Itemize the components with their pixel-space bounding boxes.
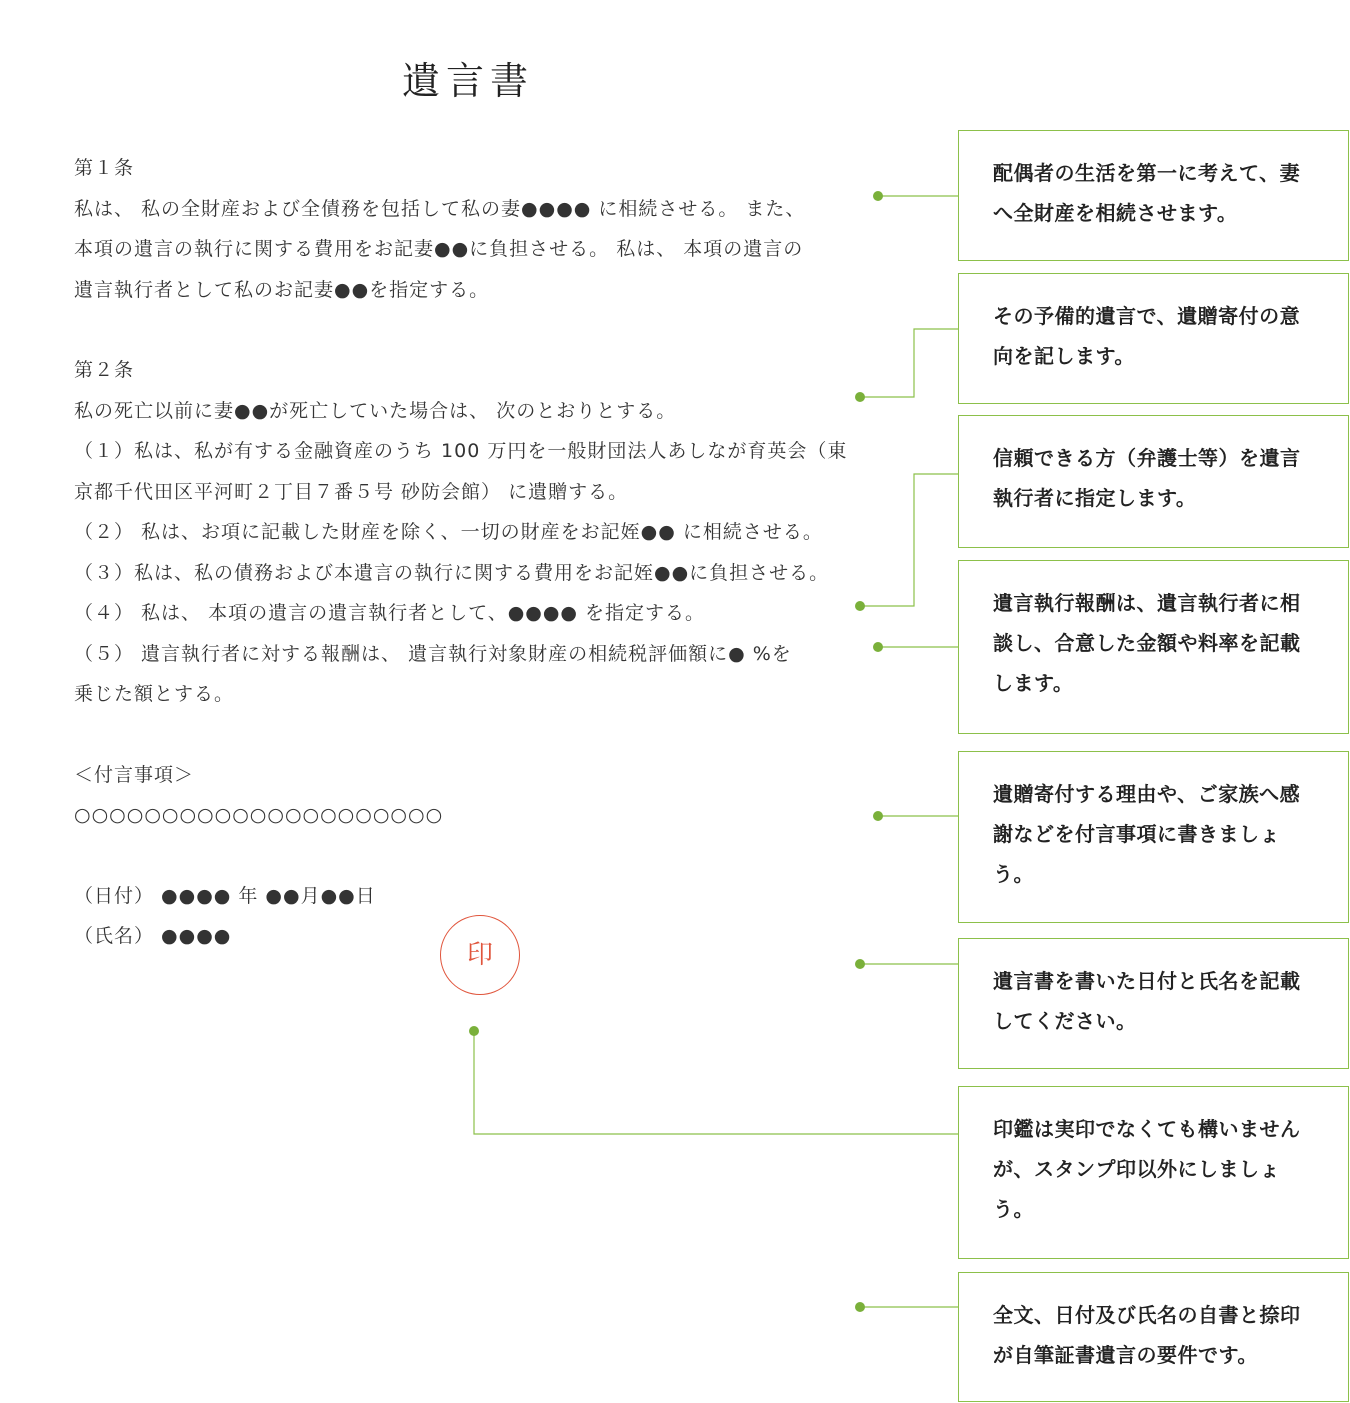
doc-line: 京都千代田区平河町２丁目７番５号 砂防会館） に遺贈する。 [74, 480, 629, 503]
doc-line: 私の死亡以前に妻●●が死亡していた場合は、 次のとおりとする。 [74, 399, 677, 422]
doc-line: （氏名） ●●●● [74, 925, 232, 947]
doc-line: 第１条 [74, 157, 135, 179]
doc-line: （３）私は、私の債務および本遺言の執行に関する費用をお記姪●●に負担させる。 [74, 561, 830, 584]
connector-line-3 [860, 474, 958, 606]
doc-line: 第２条 [74, 359, 135, 381]
seal-stamp: 印 [440, 915, 520, 995]
connector-dot [469, 1026, 479, 1036]
connector-dot [855, 601, 865, 611]
doc-line: （２） 私は、お項に記載した財産を除く、一切の財産をお記姪●● に相続させる。 [74, 521, 823, 543]
doc-line: 乗じた額とする。 [74, 683, 235, 705]
connector-dot [855, 959, 865, 969]
connector-dot [873, 191, 883, 201]
doc-line: ＜付言事項＞ [74, 763, 195, 786]
doc-line: 本項の遺言の執行に関する費用をお記妻●●に負担させる。 私は、 本項の遺言の [74, 238, 804, 260]
annotation-box: 遺贈寄付する理由や、ご家族へ感謝などを付言事項に書きましょう。 [958, 751, 1349, 923]
connector-dot [855, 392, 865, 402]
doc-line: （４） 私は、 本項の遺言の遺言執行者として、●●●● を指定する。 [74, 602, 706, 624]
connector-line-2 [860, 329, 958, 397]
connector-dot [855, 1302, 865, 1312]
doc-line: 遺言執行者として私のお記妻●●を指定する。 [74, 278, 490, 301]
annotation-box: 遺言書を書いた日付と氏名を記載してください。 [958, 938, 1349, 1069]
connector-dot [873, 811, 883, 821]
document-title: 遺言書 [402, 59, 535, 103]
annotation-box: 信頼できる方（弁護士等）を遺言執行者に指定します。 [958, 415, 1349, 548]
doc-line: （５） 遺言執行者に対する報酬は、 遺言執行対象財産の相続税評価額に● %を [74, 642, 792, 665]
doc-line: 私は、 私の全財産および全債務を包括して私の妻●●●● に相続させる。 また、 [74, 197, 806, 220]
connector-dot [873, 642, 883, 652]
doc-line: ○○○○○○○○○○○○○○○○○○○○○ [74, 804, 444, 826]
annotation-box: 印鑑は実印でなくても構いませんが、スタンプ印以外にしましょう。 [958, 1086, 1349, 1259]
connector-line-7 [474, 1031, 958, 1134]
doc-line: （日付） ●●●● 年 ●●月●●日 [74, 884, 376, 907]
doc-line: （１）私は、私が有する金融資産のうち 100 万円を一般財団法人あしなが育英会（東 [74, 440, 848, 462]
annotation-box: 遺言執行報酬は、遺言執行者に相談し、合意した金額や料率を記載します。 [958, 560, 1349, 734]
annotation-box: 全文、日付及び氏名の自書と捺印が自筆証書遺言の要件です。 [958, 1272, 1349, 1402]
annotation-box: その予備的遺言で、遺贈寄付の意向を記します。 [958, 273, 1349, 404]
annotation-box: 配偶者の生活を第一に考えて、妻へ全財産を相続させます。 [958, 130, 1349, 261]
